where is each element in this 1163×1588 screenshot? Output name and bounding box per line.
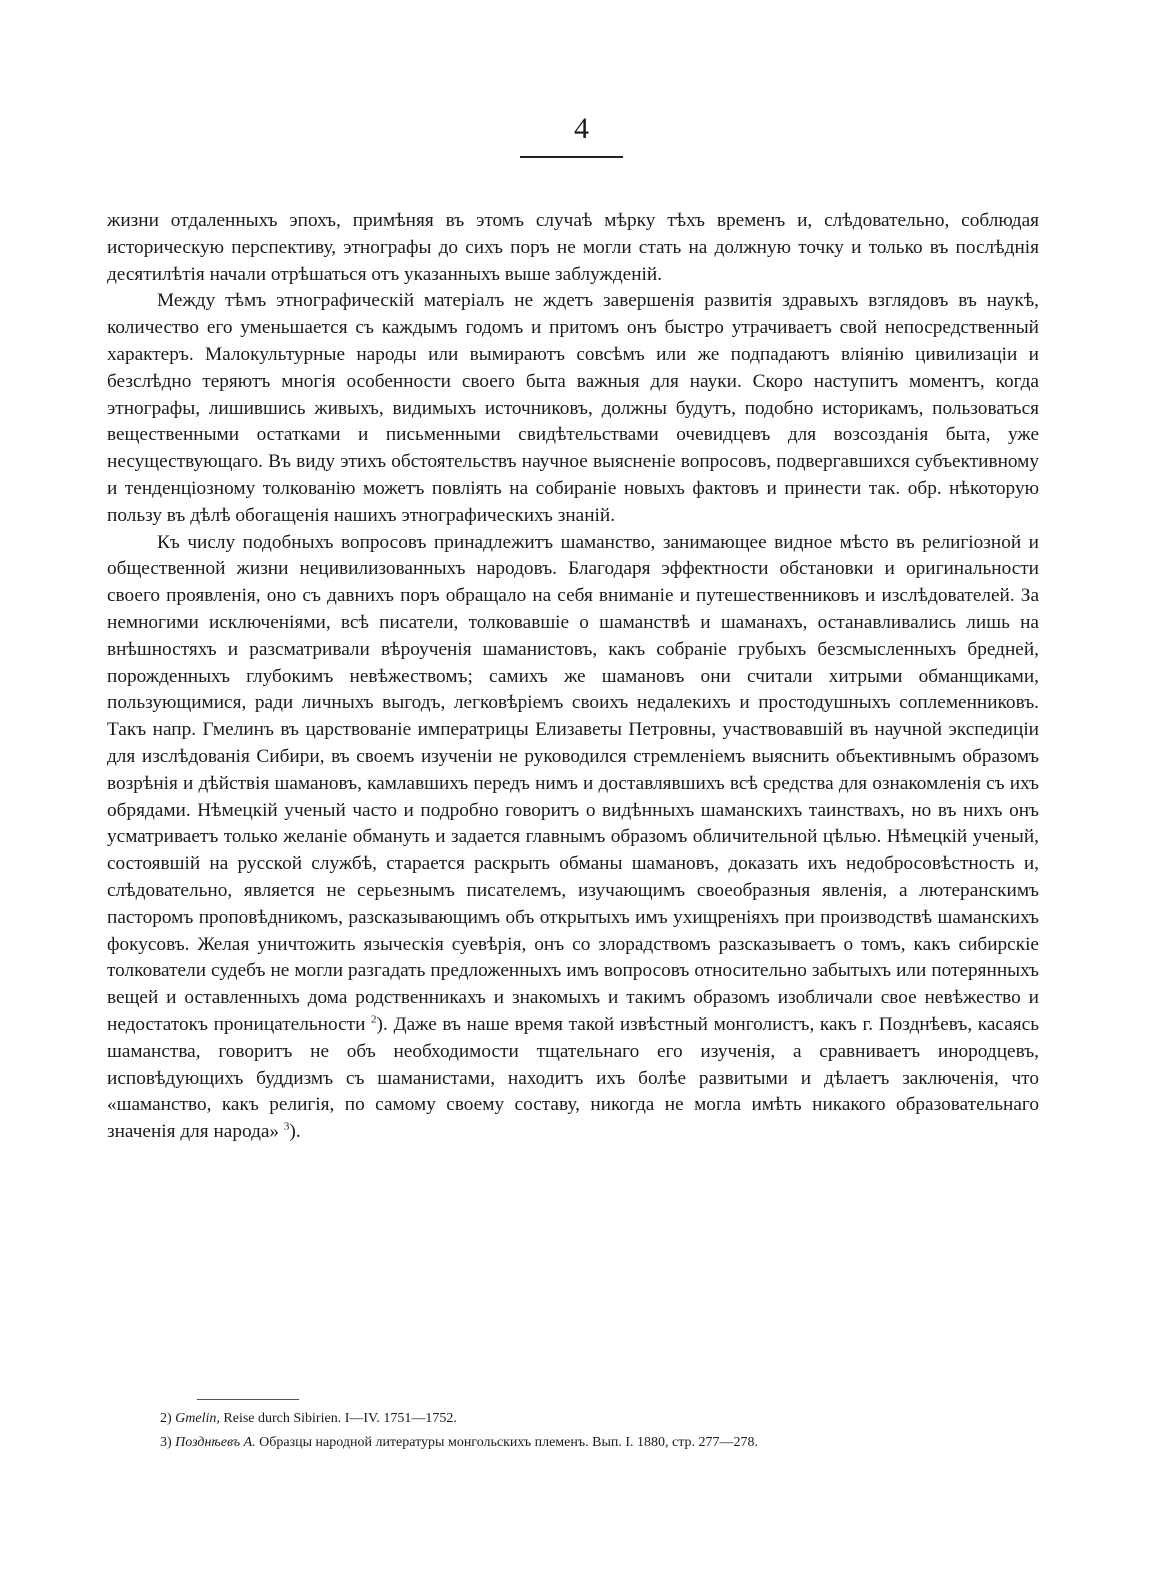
footnotes xyxy=(160,1407,990,1455)
footnote-ref-3[interactable]: 3 xyxy=(283,1120,290,1133)
paragraph-3-text-a: Къ числу подобныхъ вопросовъ принадлежитъ шаманство, занимающее видное мѣсто въ религіозной и общественной жизни нецивилизованныхъ народовъ. Благодаря эффектности обстановки и оригинальности своего проявленія, оно съ давнихъ поръ обращало на себя вниманіе и путешественниковъ и изслѣдователей. За немногими исключеніями, всѣ писатели, толковавшіе о шаманствѣ и шаманахъ, останавливались лишь на внѣшностяхъ и разсматривали вѣроученія шаманистовъ, какъ собраніе грубыхъ безсмысленныхъ бредней, порожденныхъ глубокимъ невѣжествомъ; самихъ же шамановъ они считали хитрыми обманщиками, пользующимися, ради личныхъ выгодъ, легковѣріемъ своихъ недалекихъ и простодушныхъ соплеменниковъ. Такъ напр. Гмелинъ въ царствованіе императрицы Елизаветы Петровны, участвовавшій въ научной экспедиціи для изслѣдованія Сибири, въ своемъ изученіи не руководился стремленіемъ выяснить объективнымъ образомъ возрѣнія и дѣйствія шамановъ, камлавшихъ передъ нимъ и доставлявшихъ всѣ средства для ознакомленія съ ихъ обрядами. Нѣмецкій ученый часто и подробно говоритъ о видѣнныхъ шаманскихъ таинствахъ, но въ нихъ онъ усматриваетъ только желаніе обмануть и задается главнымъ образомъ обличительной цѣлью. Нѣмецкій ученый, состоявшій на русской службѣ, старается раскрыть обманы шамановъ, доказать ихъ недобросовѣстность и, слѣдовательно, является не серьезнымъ писателемъ, изучающимъ своеобразныя явленія, а лютеранскимъ пасторомъ проповѣдникомъ, разсказывающимъ объ открытыхъ имъ ухищреніяхъ при производствѣ шаманскихъ фокусовъ. Желая уничтожить языческія суевѣрія, онъ со злорадствомъ разсказываетъ о томъ, какъ сибирскіе толкователи судебъ не могли разгадать предложенныхъ имъ вопросовъ относительно забытыхъ или потерянныхъ вещей и оставленныхъ дома родственникахъ и знакомыхъ и такимъ образомъ изобличали свое невѣжество и недостатокъ проницательности xyxy=(107,531,1039,1035)
footnote-ref-2[interactable]: 2 xyxy=(371,1013,377,1026)
header-rule xyxy=(520,156,623,158)
footnote-author: Gmelin, xyxy=(175,1411,220,1426)
footnote-3 xyxy=(160,1431,990,1455)
main-text xyxy=(107,208,1039,1146)
footnote-text: Reise durch Sibirien. I—IV. 1751—1752. xyxy=(223,1411,457,1426)
paragraph-3-text-b: ). Даже въ наше время такой извѣстный монголистъ, какъ г. Позднѣевъ, касаясь шаманства, говоритъ не объ необходимости тщательнаго его изученія, а сравниваетъ инородцевъ, исповѣдующихъ буддизмъ съ шаманистами, находитъ ихъ болѣе развитыми и дѣлаетъ заключенія, что «шаманство, какъ религія, по самому своему составу, никогда не могла имѣть никакого образовательнаго значенія для народа» xyxy=(107,1013,1039,1143)
paragraph-1: жизни отдаленныхъ эпохъ, примѣняя въ этомъ случаѣ мѣрку тѣхъ временъ и, слѣдовательно, соблюдая историческую перспективу, этнографы до сихъ поръ не могли стать на должную точку и только въ послѣднія десятилѣтія начали отрѣшаться отъ указанныхъ выше заблужденій. xyxy=(107,210,1039,285)
footnote-separator xyxy=(197,1399,299,1400)
paragraph-3-text-c: ). xyxy=(289,1121,301,1143)
paragraph-2: Между тѣмъ этнографическій матеріалъ не ждетъ завершенія развитія здравыхъ взглядовъ въ наукѣ, количество его уменьшается съ каждымъ годомъ и притомъ онъ быстро утрачиваетъ свой непосредственный характеръ. Малокультурные народы или вымираютъ совсѣмъ или же подпадаютъ вліянію цивилизаціи и безслѣдно теряютъ многія особенности своего быта важныя для науки. Скоро наступитъ моментъ, когда этнографы, лишившись живыхъ, видимыхъ источниковъ, должны будутъ, подобно историкамъ, пользоваться вещественными остатками и письменными свидѣтельствами очевидцевъ для возсозданія быта, уже несуществующаго. Въ виду этихъ обстоятельствъ научное выясненіе вопросовъ, подвергавшихся субъективному и тенденціозному толкованію можетъ повліять на собираніе новыхъ фактовъ и принести так. обр. нѣкоторую пользу въ дѣлѣ обогащенія нашихъ этнографическихъ знаній. xyxy=(107,290,1039,526)
footnote-2 xyxy=(160,1407,990,1431)
paragraph-3 xyxy=(107,530,1039,1146)
footnote-author: Позднѣевъ А. xyxy=(175,1435,256,1450)
footnote-mark: 3) xyxy=(160,1435,172,1450)
footnote-text: Образцы народной литературы монгольскихъ племенъ. Вып. I. 1880, стр. 277—278. xyxy=(259,1435,759,1450)
page-number: 4 xyxy=(574,112,589,145)
footnote-mark: 2) xyxy=(160,1411,172,1426)
